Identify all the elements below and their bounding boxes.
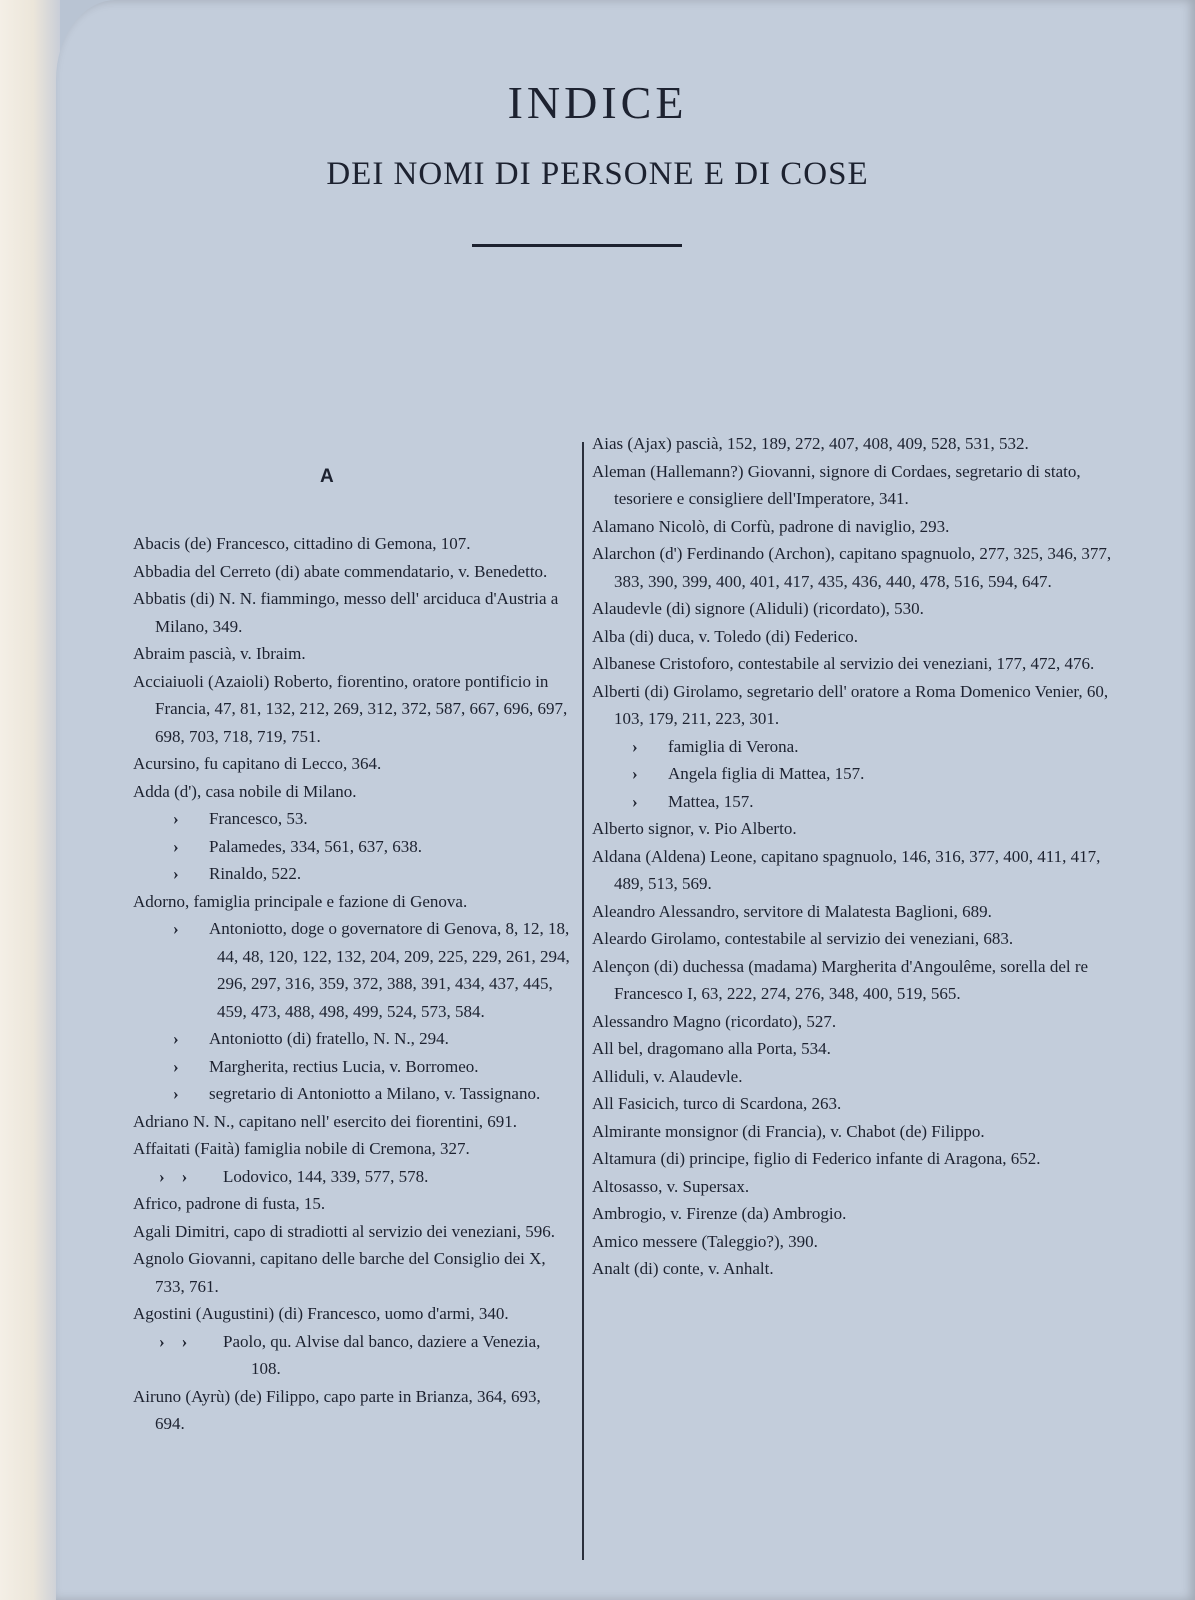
ditto-mark: › (632, 764, 638, 783)
ditto-mark: › (632, 791, 638, 811)
index-entry: Africo, padrone di fusta, 15. (133, 1194, 326, 1213)
page-title: INDICE (507, 77, 688, 128)
index-subentry: › famiglia di Verona. (592, 733, 1112, 761)
index-entry: Alberto signor, v. Pio Alberto. (592, 819, 797, 838)
column-divider (582, 442, 584, 1560)
index-entry: Alaudevle (di) signore (Aliduli) (ricordato), 530. (592, 599, 924, 618)
index-subentry: › Angela figlia di Mattea, 157. (592, 760, 1112, 788)
index-entry: Acursino, fu capitano di Lecco, 364. (133, 754, 382, 773)
adjacent-page-edge (0, 0, 60, 1600)
index-subentry: › Mattea, 157. (592, 788, 1112, 816)
ditto-mark: › (632, 736, 638, 756)
index-entry: Altamura (di) principe, figlio di Federico infante di Aragona, 652. (592, 1149, 1041, 1168)
index-entry: Aias (Ajax) pascià, 152, 189, 272, 407, 408, 409, 528, 531, 532. (592, 434, 1029, 453)
index-entry: Alarchon (d') Ferdinando (Archon), capitano spagnuolo, 277, 325, 346, 377, 383, 390, 399, 400, 401, 417, 435, 436, 440, 478, 516, 594, 647. (592, 544, 1112, 591)
index-entry: Alliduli, v. Alaudevle. (592, 1066, 743, 1086)
index-subentry: › Francesco, 53. (133, 805, 573, 833)
index-entry: Alamano Nicolò, di Corfù, padrone di naviglio, 293. (592, 516, 950, 536)
index-entry: Altosasso, v. Supersax. (592, 1176, 750, 1196)
index-entry: Abraim pascià, v. Ibraim. (133, 644, 306, 663)
ditto-mark: › (173, 1029, 179, 1048)
index-entry: Aldana (Aldena) Leone, capitano spagnuolo, 146, 316, 377, 400, 411, 417, 489, 513, 569. (592, 846, 1101, 893)
index-entry: Aleandro Alessandro, servitore di Malatesta Baglioni, 689. (592, 901, 992, 921)
ditto-mark: › (173, 1084, 179, 1103)
ditto-mark: › (173, 919, 179, 938)
index-subentry: › Rinaldo, 522. (133, 860, 573, 888)
title-rule (472, 244, 682, 247)
section-letter: A (320, 466, 334, 487)
index-entry: All Fasicich, turco di Scardona, 263. (592, 1094, 842, 1113)
page-subtitle: DEI NOMI DI PERSONE E DI COSE (326, 156, 869, 192)
left-column (133, 530, 573, 1438)
index-subentry: › › Lodovico, 144, 339, 577, 578. (133, 1163, 573, 1191)
index-entry: All bel, dragomano alla Porta, 534. (592, 1039, 831, 1058)
index-entry: Almirante monsignor (di Francia), v. Chabot (de) Filippo. (592, 1121, 985, 1141)
index-entry: Alençon (di) duchessa (madama) Margherita d'Angoulême, sorella del re Francesco I, 63, 222, 274, 276, 348, 400, 519, 565. (592, 956, 1089, 1003)
index-subentry: › Antoniotto (di) fratello, N. N., 294. (133, 1025, 573, 1053)
index-subentry: › segretario di Antoniotto a Milano, v. Tassignano. (133, 1080, 573, 1108)
index-entry: Adda (d'), casa nobile di Milano. (133, 781, 357, 801)
ditto-mark: › (173, 809, 179, 828)
ditto-mark: › (173, 836, 179, 856)
ditto-mark: › (173, 864, 179, 883)
index-entry: Agnolo Giovanni, capitano delle barche del Consiglio dei X, 733, 761. (133, 1249, 546, 1296)
index-entry: Abbadia del Cerreto (di) abate commendatario, v. Benedetto. (133, 561, 548, 581)
index-subentry: › Palamedes, 334, 561, 637, 638. (133, 833, 573, 861)
index-entry: Abacis (de) Francesco, cittadino di Gemona, 107. (133, 534, 471, 553)
index-entry: Airuno (Ayrù) (de) Filippo, capo parte in Brianza, 364, 693, 694. (133, 1386, 541, 1433)
index-entry: Agali Dimitri, capo di stradiotti al servizio dei veneziani, 596. (133, 1221, 556, 1241)
index-entry: Amico messere (Taleggio?), 390. (592, 1231, 818, 1251)
index-entry: Adriano N. N., capitano nell' esercito dei fiorentini, 691. (133, 1111, 518, 1131)
index-entry: Aleardo Girolamo, contestabile al servizio dei veneziani, 683. (592, 929, 1014, 948)
index-entry: Alba (di) duca, v. Toledo (di) Federico. (592, 626, 859, 646)
index-entry: Analt (di) conte, v. Anhalt. (592, 1259, 774, 1278)
index-subentry: › Antoniotto, doge o governatore di Genova, 8, 12, 18, 44, 48, 120, 122, 132, 204, 209, 225, 229, 261, 294, 296, 297, 316, 359, 372, 388, 391, 434, 437, 445, 459, 473, 488, 498, 499, 524, 573, 584. (133, 915, 573, 1025)
index-entry: Adorno, famiglia principale e fazione di Genova. (133, 891, 468, 911)
ditto-mark: › (173, 1056, 179, 1076)
index-entry: Ambrogio, v. Firenze (da) Ambrogio. (592, 1204, 847, 1223)
ditto-mark: › › (159, 1166, 188, 1186)
ditto-mark: › › (159, 1331, 188, 1351)
index-entry: Acciaiuoli (Azaioli) Roberto, fiorentino, oratore pontificio in Francia, 47, 81, 132, 212, 269, 312, 372, 587, 667, 696, 697, 698, 703, 718, 719, 751. (133, 671, 568, 746)
right-column (592, 430, 1112, 1283)
index-entry: Aleman (Hallemann?) Giovanni, signore di Cordaes, segretario di stato, tesoriere e consigliere dell'Imperatore, 341. (592, 461, 1081, 508)
index-entry: Agostini (Augustini) (di) Francesco, uomo d'armi, 340. (133, 1304, 509, 1323)
index-subentry: › › Paolo, qu. Alvise dal banco, daziere a Venezia, 108. (133, 1328, 573, 1383)
index-entry: Albanese Cristoforo, contestabile al servizio dei veneziani, 177, 472, 476. (592, 654, 1095, 673)
index-entry: Alessandro Magno (ricordato), 527. (592, 1011, 837, 1031)
index-entry: Abbatis (di) N. N. fiammingo, messo dell' arciduca d'Austria a Milano, 349. (133, 589, 559, 636)
index-subentry: › Margherita, rectius Lucia, v. Borromeo. (133, 1053, 573, 1081)
index-entry: Affaitati (Faità) famiglia nobile di Cremona, 327. (133, 1139, 470, 1158)
index-entry: Alberti (di) Girolamo, segretario dell' oratore a Roma Domenico Venier, 60, 103, 179, 211, 223, 301. (592, 681, 1109, 728)
